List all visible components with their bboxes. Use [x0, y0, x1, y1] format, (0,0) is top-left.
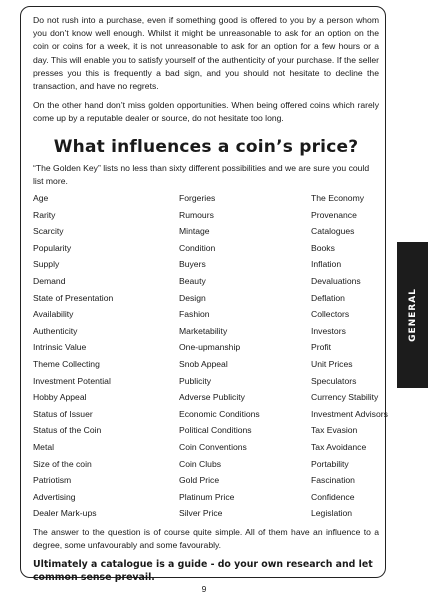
factor-item: Theme Collecting	[33, 358, 100, 369]
factor-item: Profit	[311, 342, 332, 353]
factor-item: The Economy	[311, 193, 365, 204]
factor-item: Status of Issuer	[33, 408, 93, 419]
factor-item: Speculators	[311, 375, 357, 386]
paragraph-option-advice: Do not rush into a purchase, even if something good is offered to you by a person whom you don’t know well enough. Whilst it might be unreasonable to ask for an option on the coin or coins for a week, it is not unreasonable to ask for an option for a few hours or a day. This will enable you to satisfy yourself of the authenticity of your purchase. If the seller presses you this is frequently a bad sign, and you should not hesitate to decline the transaction, and have no regrets.	[33, 15, 379, 92]
factor-item: Condition	[179, 242, 216, 253]
factor-item: Unit Prices	[311, 358, 353, 369]
factor-item: Popularity	[33, 242, 72, 253]
factor-item: Advertising	[33, 491, 76, 502]
factor-item: Publicity	[179, 375, 211, 386]
factor-item: Platinum Price	[179, 491, 235, 502]
factors-list	[33, 190, 388, 522]
factor-item: Political Conditions	[179, 425, 252, 436]
factor-item: Age	[33, 193, 49, 204]
page-content	[33, 14, 388, 584]
factor-item: Mintage	[179, 226, 210, 237]
factor-item: Adverse Publicity	[179, 392, 245, 403]
factor-item: Forgeries	[179, 193, 216, 204]
factor-item: Intrinsic Value	[33, 342, 87, 353]
factor-item: Books	[311, 242, 335, 253]
paragraph-golden-opportunities: On the other hand don’t miss golden opportunities. When being offered coins which rarely come up by a reputable dealer or source, do not hesitate too long.	[33, 100, 379, 124]
factor-item: Catalogues	[311, 226, 355, 237]
factor-item: Beauty	[179, 276, 206, 286]
factor-item: Deflation	[311, 292, 345, 303]
factor-item: Rumours	[179, 209, 214, 220]
factor-item: Demand	[33, 276, 66, 286]
conclusion-text: Ultimately a catalogue is a guide - do your own research and let common sense prevail.	[33, 559, 373, 584]
factor-item: Confidence	[311, 491, 355, 502]
factor-item: Metal	[33, 441, 55, 452]
page-number: 9	[201, 584, 207, 594]
factor-item: Investors	[311, 325, 346, 336]
factor-item: Silver Price	[179, 508, 223, 519]
factor-item: Investment Advisors	[311, 408, 388, 419]
factors-column-1	[33, 190, 179, 522]
factor-item: Fascination	[311, 475, 355, 486]
factor-item: Coin Conventions	[179, 441, 247, 452]
factor-item: Scarcity	[33, 226, 64, 237]
factor-item: One-upmanship	[179, 342, 241, 353]
answer-text: The answer to the question is of course quite simple. All of them have an influence to a degree, some unfavourably and some favourably.	[33, 526, 379, 551]
factor-item: Status of the Coin	[33, 425, 102, 436]
factor-item: Design	[179, 292, 206, 303]
factor-item: Availability	[33, 309, 74, 320]
section-tab	[397, 242, 428, 388]
factor-item: Economic Conditions	[179, 408, 260, 419]
factor-item: Legislation	[311, 508, 353, 519]
factor-item: Gold Price	[179, 475, 220, 486]
section-heading: What influences a coin’s price?	[53, 136, 359, 157]
factor-item: Provenance	[311, 209, 357, 220]
factor-item: Hobby Appeal	[33, 392, 87, 403]
factor-item: Currency Stability	[311, 392, 379, 403]
factor-item: Marketability	[179, 325, 228, 336]
factor-item: Size of the coin	[33, 458, 92, 469]
factor-item: Authenticity	[33, 325, 78, 336]
factor-item: Buyers	[179, 259, 206, 270]
factor-item: Snob Appeal	[179, 358, 228, 369]
factor-item: Tax Avoidance	[311, 441, 367, 452]
factors-column-2	[179, 190, 311, 522]
factor-item: Collectors	[311, 309, 350, 320]
factor-item: Coin Clubs	[179, 458, 222, 469]
factor-item: Investment Potential	[33, 375, 111, 386]
factor-item: Fashion	[179, 309, 210, 320]
factor-item: Inflation	[311, 259, 342, 270]
factor-item: Dealer Mark-ups	[33, 508, 97, 519]
factor-item: Rarity	[33, 209, 56, 220]
section-tab-label: GENERAL	[407, 288, 418, 342]
factor-item: Supply	[33, 259, 60, 270]
factor-item: Patriotism	[33, 475, 72, 486]
factors-column-3	[311, 190, 388, 522]
factor-item: State of Presentation	[33, 292, 114, 303]
factor-item: Tax Evasion	[311, 425, 358, 436]
factor-item: Portability	[311, 458, 349, 469]
intro-text: “The Golden Key” lists no less than sixty different possibilities and we are sure you could list more.	[33, 162, 370, 186]
factor-item: Devaluations	[311, 276, 361, 286]
